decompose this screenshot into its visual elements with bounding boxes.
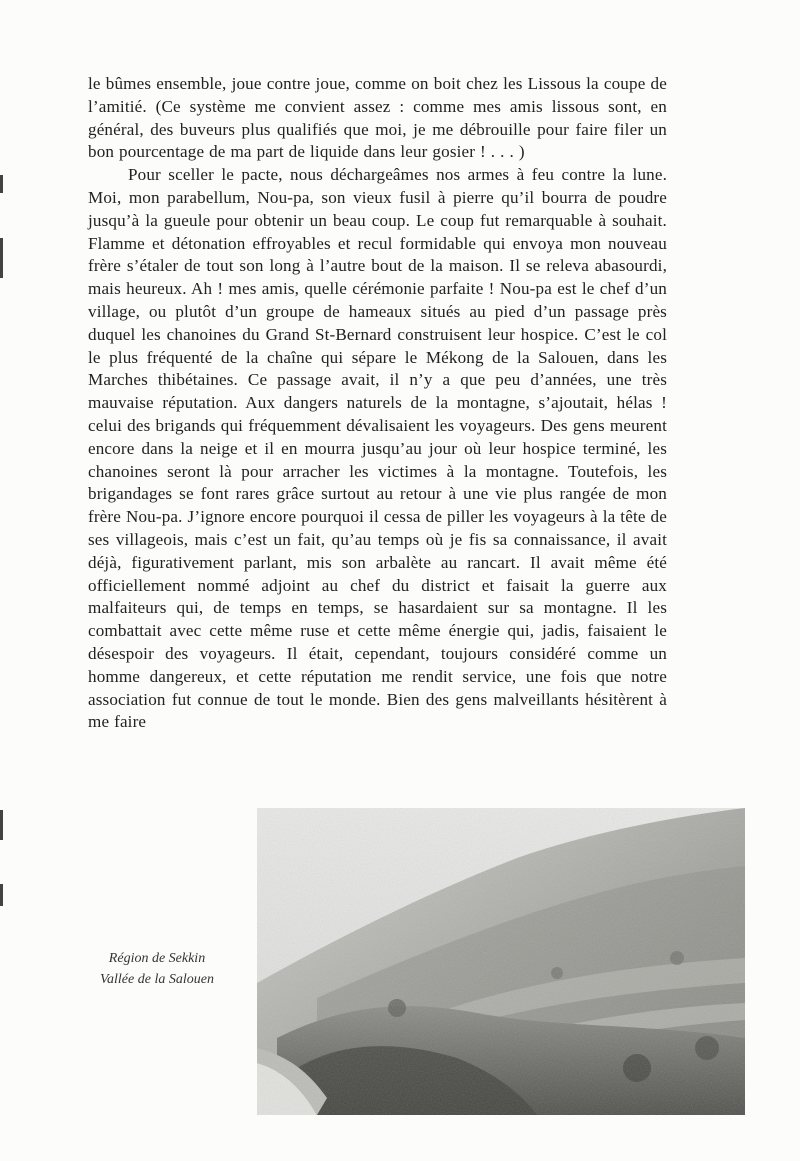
paragraph: le bûmes ensemble, joue contre joue, comme on boit chez les Lissous la coupe de l’amitié. (Ce système me convient assez : comme mes amis lissous sont, en général, des buveurs plus qualifiés que moi, je me débrouille pour faire filer un bon pourcentage de ma part de liquide dans leur gosier ! . . . ) [88, 74, 667, 162]
binding-edge-mark [0, 175, 3, 193]
valley-photograph [257, 808, 745, 1115]
body-text [88, 73, 667, 734]
paragraph: Pour sceller le pacte, nous déchargeâmes nos armes à feu contre la lune. Moi, mon parabellum, Nou-pa, son vieux fusil à pierre qu’il bourra de poudre jusqu’à la gueule pour obtenir un beau coup. Le coup fut remarquable à souhait. Flamme et détonation effroyables et recul formidable qui envoya mon nouveau frère s’étaler de tout son long à l’autre bout de la maison. Il se releva abasourdi, mais heureux. Ah ! mes amis, quelle cérémonie parfaite ! Nou-pa est le chef d’un village, ou plutôt d’un groupe de hameaux situés au pied d’un passage près duquel les chanoines du Grand St-Bernard construisent leur hospice. C’est le col le plus fréquenté de la chaîne qui sépare le Mékong de la Salouen, dans les Marches thibétaines. Ce passage avait, il n’y a que peu d’années, une très mauvaise réputation. Aux dangers naturels de la montagne, s’ajoutait, hélas ! celui des brigands qui fréquemment dévalisaient les voyageurs. Des gens meurent encore dans la neige et il en mourra jusqu’au jour où leur hospice terminé, les chanoines seront là pour arracher les victimes à la montagne. Toutefois, les brigandages se font rares grâce surtout au retour à une vie plus rangée de mon frère Nou-pa. J’ignore encore pourquoi il cessa de piller les voyageurs à la tête de ses villageois, mais c’est un fait, qu’au temps où je fis sa connaissance, il avait déjà, figurativement parlant, mis son arbalète au rancart. Il avait même été officiellement nommé adjoint au chef du district et faisait la guerre aux malfaiteurs qui, de temps en temps, se hasardaient sur sa montagne. Il les combattait avec cette même ruse et cette même énergie qui, jadis, faisaient le désespoir des voyageurs. Il était, cependant, toujours considéré comme un homme dangereux, et cette réputation me rendit service, une fois que notre association fut connue de tout le monde. Bien des gens malveillants hésitèrent à me faire [88, 165, 667, 732]
binding-edge-mark [0, 884, 3, 906]
binding-edge-mark [0, 238, 3, 278]
caption-line: Région de Sekkin [108, 951, 206, 966]
caption-line: Vallée de la Salouen [100, 972, 214, 987]
binding-edge-mark [0, 810, 3, 840]
figure-caption [82, 948, 232, 990]
